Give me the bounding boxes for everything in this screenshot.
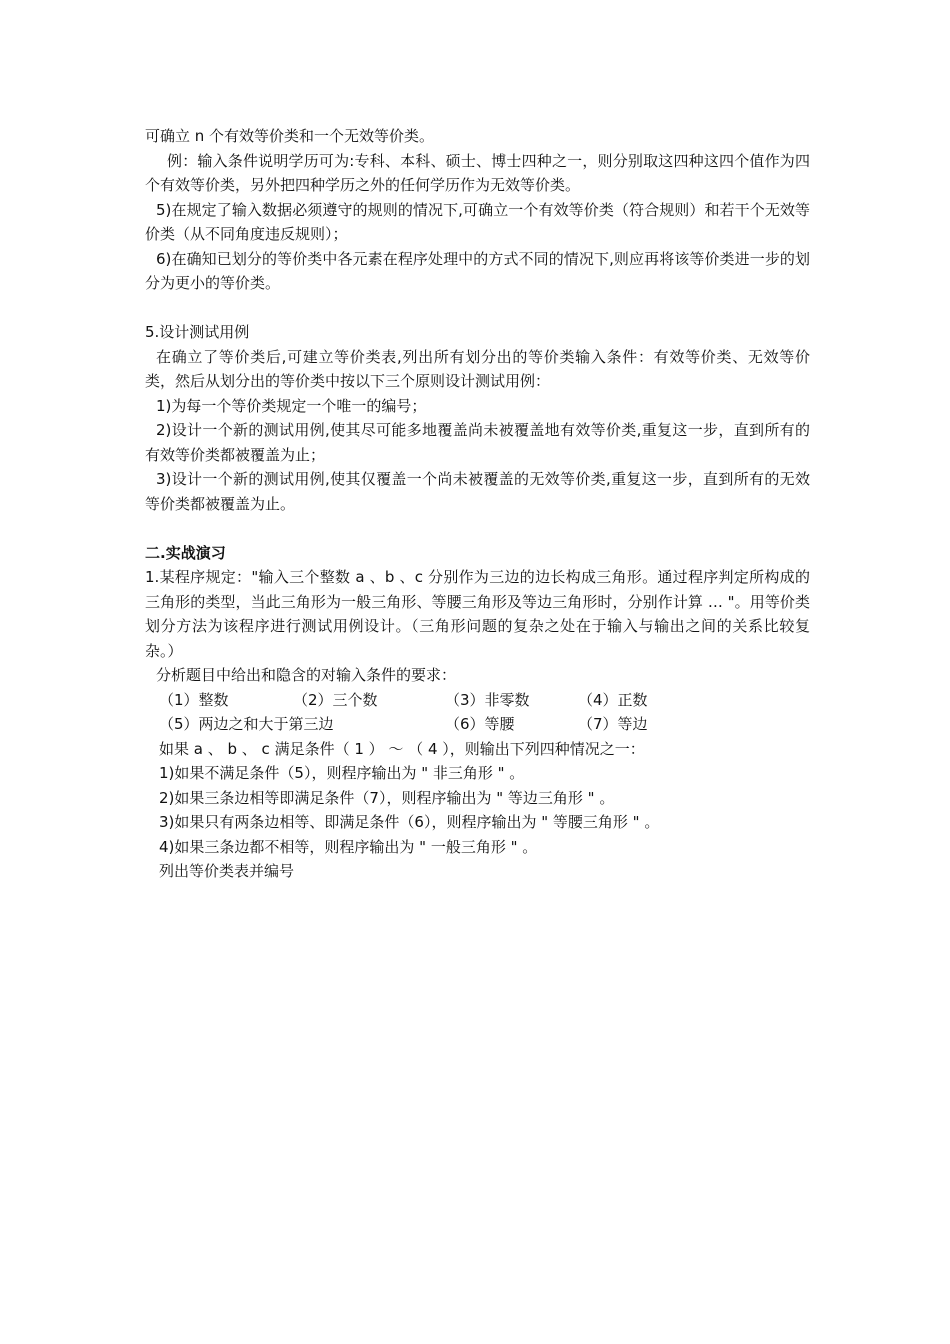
section-2-heading: 二.实战演习: [145, 543, 226, 562]
section-5-heading: 5.设计测试用例: [145, 323, 250, 341]
problem-statement: 1.某程序规定："输入三个整数 a 、b 、c 分别作为三边的边长构成三角形。通过程序判定所构成的三角形的类型，当此三角形为一般三角形、等腰三角形及等边三角形时，分别作计算 … "。用等价类划分方法为该程序进行测试用例设计。（三角形问题的复杂之处在于输入与输出之间的关系比较复杂。）: [145, 568, 810, 660]
if-condition-line: 如果 a 、 b 、 c 满足条件（ 1 ） ～ （ 4 ），则输出下列四种情况之一：: [159, 739, 645, 758]
blank-line: [145, 296, 810, 321]
analysis-line: 分析题目中给出和隐含的对输入条件的要求：: [156, 666, 457, 684]
section-5-step-1: 1)为每一个等价类规定一个唯一的编号；: [156, 396, 427, 415]
condition-2: （2）三个数: [293, 690, 378, 709]
conditions-row-2: [145, 712, 810, 737]
condition-6: （6）等腰: [445, 715, 515, 733]
conditions-row-1: [145, 688, 810, 713]
condition-1: （1）整数: [159, 690, 229, 709]
final-line: 列出等价类表并编号: [159, 862, 295, 880]
condition-4: （4）正数: [578, 690, 648, 709]
section-5-step-3: 3)设计一个新的测试用例,使其仅覆盖一个尚未被覆盖的无效等价类,重复这一步，直到所有的无效等价类都被覆盖为止。: [145, 470, 810, 513]
output-case-2: 2)如果三条边相等即满足条件（7），则程序输出为 " 等边三角形 " 。: [159, 788, 615, 807]
condition-7: （7）等边: [578, 715, 648, 733]
condition-5: （5）两边之和大于第三边: [159, 715, 334, 733]
output-case-4: 4)如果三条边都不相等，则程序输出为 " 一般三角形 " 。: [159, 837, 538, 856]
condition-3: （3）非零数: [445, 690, 530, 709]
paragraph-example: 例：输入条件说明学历可为:专科、本科、硕士、博士四种之一，则分别取这四种这四个值作为四个有效等价类，另外把四种学历之外的任何学历作为无效等价类。: [145, 151, 810, 194]
section-5-step-2: 2)设计一个新的测试用例,使其尽可能多地覆盖尚未被覆盖地有效等价类,重复这一步，直到所有的有效等价类都被覆盖为止；: [145, 421, 810, 464]
blank-line: [145, 516, 810, 541]
paragraph-rule-5: 5)在规定了输入数据必须遵守的规则的情况下,可确立一个有效等价类（符合规则）和若干个无效等价类（从不同角度违反规则）；: [145, 200, 810, 243]
output-case-1: 1)如果不满足条件（5），则程序输出为 " 非三角形 " 。: [159, 764, 525, 782]
section-5-intro: 在确立了等价类后,可建立等价类表,列出所有划分出的等价类输入条件：有效等价类、无效等价类，然后从划分出的等价类中按以下三个原则设计测试用例：: [145, 347, 810, 390]
paragraph-rule-6: 6)在确知已划分的等价类中各元素在程序处理中的方式不同的情况下,则应再将该等价类进一步的划分为更小的等价类。: [145, 249, 810, 292]
paragraph-intro: 可确立 n 个有效等价类和一个无效等价类。: [145, 127, 435, 145]
document-page: [145, 124, 810, 884]
output-case-3: 3)如果只有两条边相等、即满足条件（6），则程序输出为 " 等腰三角形 " 。: [159, 813, 660, 831]
